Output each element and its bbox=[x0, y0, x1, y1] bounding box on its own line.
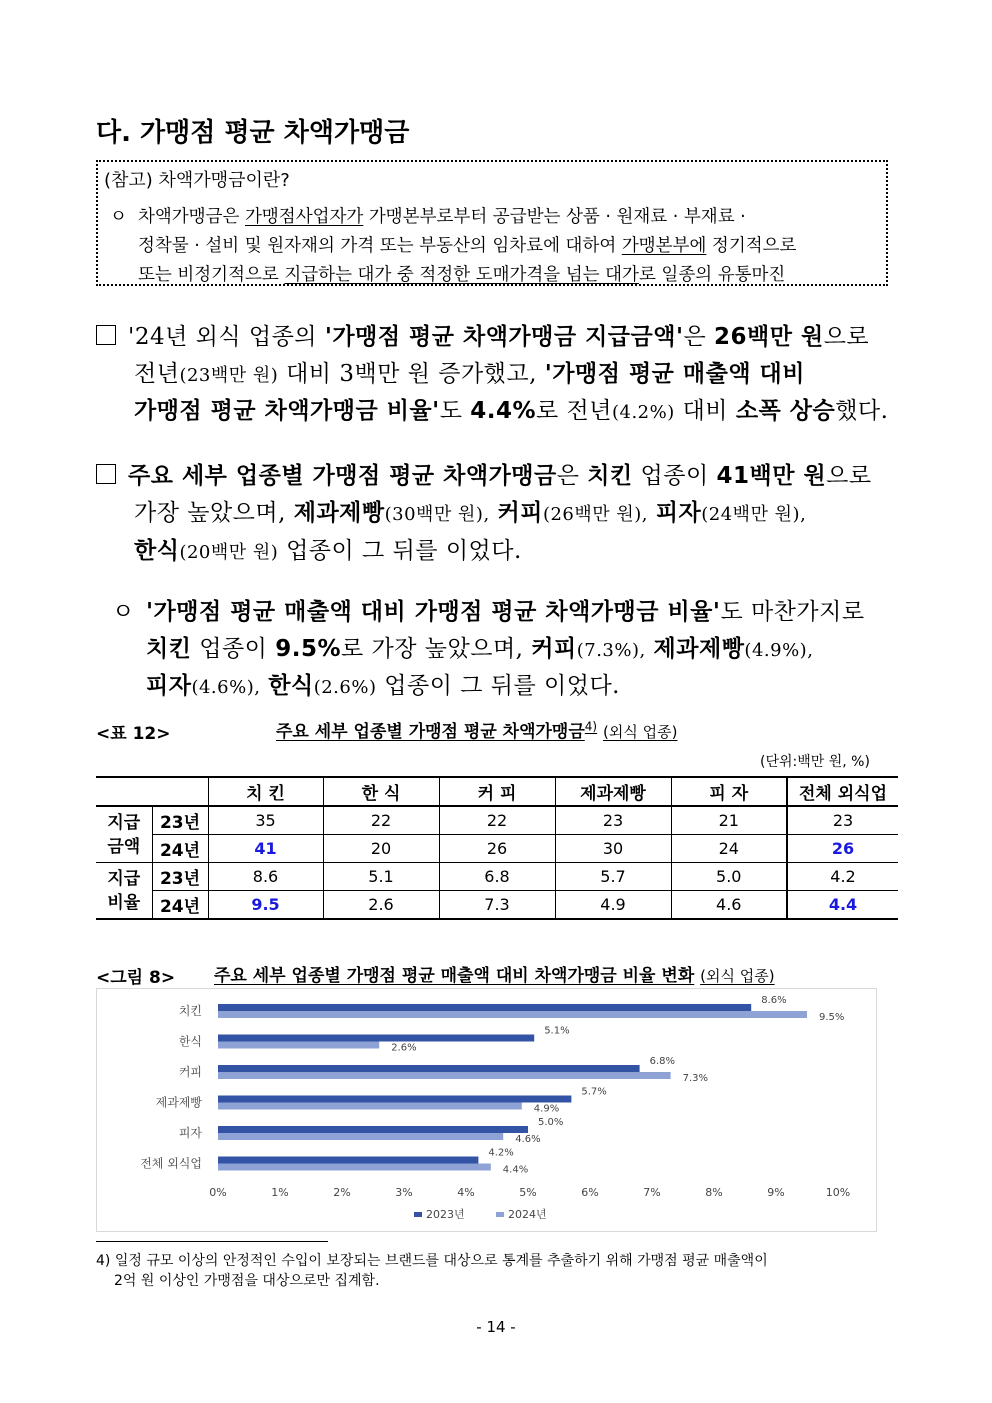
table-group-label: 지급 비율 bbox=[96, 863, 152, 920]
table-row bbox=[96, 891, 898, 920]
table-unit: (단위:백만 원, %) bbox=[760, 754, 870, 770]
x-tick-label: 8% bbox=[705, 1186, 723, 1199]
bar-2023년-한식 bbox=[218, 1035, 534, 1042]
footnote-line-2: 2억 원 이상인 가맹점을 대상으로만 집계함. bbox=[114, 1273, 380, 1289]
data-table bbox=[96, 776, 898, 920]
x-tick-label: 1% bbox=[271, 1186, 289, 1199]
bar-2023년-제과제빵 bbox=[218, 1096, 571, 1103]
table-year: 24년 bbox=[152, 891, 208, 920]
bar-2024년-커피 bbox=[218, 1072, 671, 1079]
para3-line-3: 피자(4.6%), 한식(2.6%) 업종이 그 뒤를 이었다. bbox=[146, 673, 620, 699]
table-year: 23년 bbox=[152, 863, 208, 891]
figure-label: <그림 8> bbox=[96, 968, 176, 988]
table-header: 커 피 bbox=[439, 777, 555, 806]
table-group-label: 지급 금액 bbox=[96, 806, 152, 863]
data-label: 8.6% bbox=[761, 995, 787, 1006]
x-tick-label: 9% bbox=[767, 1186, 785, 1199]
para2-line-3: 한식(20백만 원) 업종이 그 뒤를 이었다. bbox=[134, 538, 522, 564]
para3-line-2: 치킨 업종이 9.5%로 가장 높았으며, 커피(7.3%), 제과제빵(4.9%), bbox=[146, 636, 814, 662]
table-header: 한 식 bbox=[323, 777, 439, 806]
x-tick-label: 2% bbox=[333, 1186, 351, 1199]
reference-bullet: ㅇ bbox=[110, 207, 127, 227]
table-header: 전체 외식업 bbox=[787, 777, 898, 806]
figure-title: 주요 세부 업종별 가맹점 평균 매출액 대비 차액가맹금 비율 변화 (외식 업종) bbox=[214, 966, 775, 986]
x-tick-label: 6% bbox=[581, 1186, 599, 1199]
table-corner-cell bbox=[96, 777, 208, 806]
table-cell: 22 bbox=[439, 806, 555, 835]
x-tick-label: 3% bbox=[395, 1186, 413, 1199]
para3-line-1: '가맹점 평균 매출액 대비 가맹점 평균 차액가맹금 비율'도 마찬가지로 bbox=[146, 599, 865, 625]
bar-2024년-치킨 bbox=[218, 1011, 807, 1018]
data-label: 7.3% bbox=[682, 1073, 709, 1084]
reference-line-3: 또는 비정기적으로 지급하는 대가 중 적정한 도매가격을 넘는 대가로 일종의 유통마진 bbox=[138, 265, 786, 285]
table-header: 치 킨 bbox=[208, 777, 323, 806]
para3-bullet: ㅇ bbox=[112, 599, 135, 625]
table-cell: 41 bbox=[208, 835, 323, 863]
data-label: 6.8% bbox=[649, 1056, 676, 1067]
bar-2024년-한식 bbox=[218, 1042, 379, 1049]
table-cell: 2.6 bbox=[323, 891, 439, 920]
data-label: 5.7% bbox=[581, 1086, 607, 1098]
bar-chart bbox=[96, 988, 877, 1232]
x-tick-label: 0% bbox=[209, 1186, 227, 1199]
bar-2024년-제과제빵 bbox=[218, 1103, 522, 1110]
table-cell: 23 bbox=[787, 806, 898, 835]
table-cell: 26 bbox=[787, 835, 898, 863]
category-label: 제과제빵 bbox=[155, 1095, 202, 1110]
table-label: <표 12> bbox=[96, 724, 171, 744]
table-row bbox=[96, 806, 898, 835]
para1-line-3: 가맹점 평균 차액가맹금 비율'도 4.4%로 전년(4.2%) 대비 소폭 상승했다. bbox=[134, 398, 889, 424]
table-cell: 4.6 bbox=[671, 891, 787, 920]
table-cell: 30 bbox=[555, 835, 671, 863]
table-title: 주요 세부 업종별 가맹점 평균 차액가맹금$^{4)}$ (외식 업종) bbox=[276, 719, 678, 742]
table-cell: 5.0 bbox=[671, 863, 787, 891]
data-label: 4.2% bbox=[488, 1147, 514, 1159]
table-cell: 23 bbox=[555, 806, 671, 835]
bar-2023년-커피 bbox=[218, 1065, 640, 1072]
table-cell: 35 bbox=[208, 806, 323, 835]
table-row bbox=[96, 835, 898, 863]
legend-label: 2024년 bbox=[508, 1208, 547, 1221]
category-label: 치킨 bbox=[178, 1004, 202, 1018]
table-cell: 21 bbox=[671, 806, 787, 835]
table-cell: 4.4 bbox=[787, 891, 898, 920]
footnote-line-1: 4) 일정 규모 이상의 안정적인 수입이 보장되는 브랜드를 대상으로 통계를 추출하기 위해 가맹점 평균 매출액이 bbox=[96, 1253, 768, 1269]
table-cell: 4.9 bbox=[555, 891, 671, 920]
bar-2024년-피자 bbox=[218, 1133, 503, 1140]
table-cell: 20 bbox=[323, 835, 439, 863]
x-tick-label: 5% bbox=[519, 1186, 537, 1199]
category-label: 전체 외식업 bbox=[140, 1156, 202, 1171]
table-cell: 4.2 bbox=[787, 863, 898, 891]
bar-2023년-전체 외식업 bbox=[218, 1157, 478, 1164]
section-title: 다. 가맹점 평균 차액가맹금 bbox=[96, 118, 410, 148]
para1-line-1: '24년 외식 업종의 '가맹점 평균 차액가맹금 지급금액'은 26백만 원으로 bbox=[96, 318, 869, 351]
category-label: 커피 bbox=[178, 1065, 202, 1079]
footnote-divider bbox=[96, 1241, 328, 1242]
data-label: 5.0% bbox=[538, 1117, 564, 1128]
table-cell: 5.1 bbox=[323, 863, 439, 891]
bar-2024년-전체 외식업 bbox=[218, 1164, 491, 1171]
legend-swatch bbox=[496, 1212, 504, 1217]
legend-swatch bbox=[414, 1212, 422, 1217]
category-label: 피자 bbox=[178, 1126, 202, 1140]
reference-line-1: 차액가맹금은 가맹점사업자가 가맹본부로부터 공급받는 상품 · 원재료 · 부재료 · bbox=[138, 207, 746, 227]
table-cell: 8.6 bbox=[208, 863, 323, 891]
table-header: 제과제빵 bbox=[555, 777, 671, 806]
page-number: - 14 - bbox=[476, 1318, 516, 1336]
table-cell: 5.7 bbox=[555, 863, 671, 891]
table-cell: 7.3 bbox=[439, 891, 555, 920]
category-label: 한식 bbox=[178, 1034, 202, 1049]
data-label: 4.4% bbox=[502, 1164, 529, 1176]
checkbox-square-icon bbox=[96, 464, 116, 484]
table-year: 24년 bbox=[152, 835, 208, 863]
para2-line-1: 주요 세부 업종별 가맹점 평균 차액가맹금은 치킨 업종이 41백만 원으로 bbox=[96, 457, 872, 490]
x-tick-label: 4% bbox=[457, 1186, 475, 1199]
table-cell: 26 bbox=[439, 835, 555, 863]
reference-line-2: 정착물 · 설비 및 원자재의 가격 또는 부동산의 임차료에 대하여 가맹본부에 정기적으로 bbox=[138, 236, 797, 256]
table-cell: 22 bbox=[323, 806, 439, 835]
bar-2023년-피자 bbox=[218, 1126, 528, 1133]
x-tick-label: 7% bbox=[643, 1186, 661, 1199]
data-label: 4.9% bbox=[533, 1103, 560, 1115]
data-label: 9.5% bbox=[819, 1012, 845, 1023]
table-row bbox=[96, 863, 898, 891]
data-label: 5.1% bbox=[544, 1025, 570, 1037]
legend-label: 2023년 bbox=[426, 1208, 465, 1221]
table-header: 피 자 bbox=[671, 777, 787, 806]
table-year: 23년 bbox=[152, 806, 208, 835]
checkbox-square-icon bbox=[96, 325, 116, 345]
bar-2023년-치킨 bbox=[218, 1004, 751, 1011]
data-label: 4.6% bbox=[515, 1134, 541, 1145]
para2-line-2: 가장 높았으며, 제과제빵(30백만 원), 커피(26백만 원), 피자(24백만 원), bbox=[134, 500, 807, 526]
table-cell: 6.8 bbox=[439, 863, 555, 891]
x-tick-label: 10% bbox=[825, 1186, 851, 1199]
reference-heading: (참고) 차액가맹금이란? bbox=[104, 170, 290, 191]
table-cell: 24 bbox=[671, 835, 787, 863]
data-label: 2.6% bbox=[391, 1042, 417, 1054]
table-cell: 9.5 bbox=[208, 891, 323, 920]
para1-line-2: 전년(23백만 원) 대비 3백만 원 증가했고, '가맹점 평균 매출액 대비 bbox=[134, 361, 805, 387]
